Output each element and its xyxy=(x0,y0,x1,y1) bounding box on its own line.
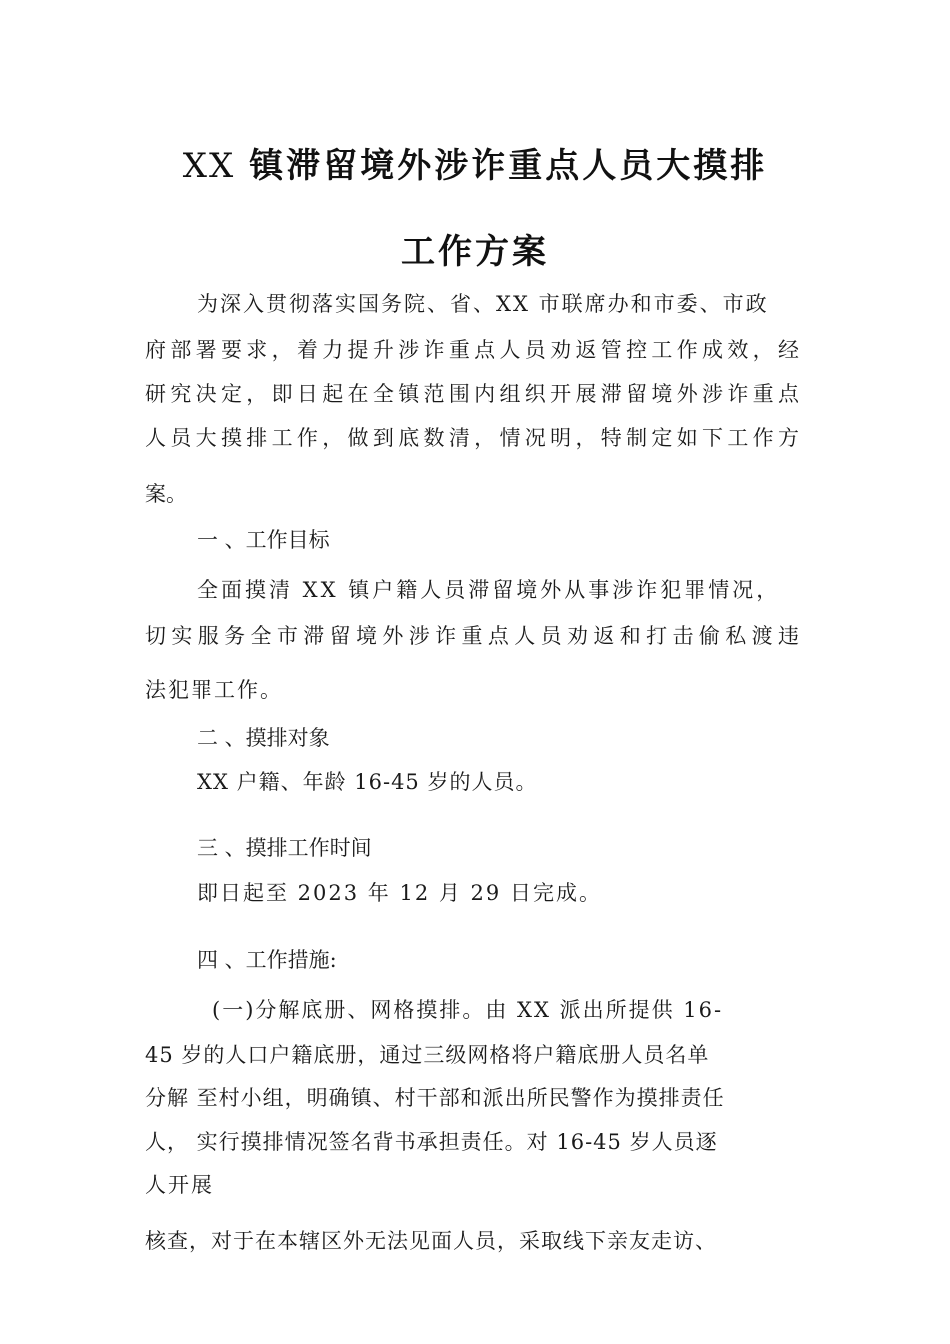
intro-line-5: 案。 xyxy=(145,482,187,506)
intro-line-2: 府部署要求，着力提升涉诈重点人员劝返管控工作成效，经 xyxy=(145,338,799,362)
section-4-heading: 四 、工作措施: xyxy=(197,948,337,972)
section-1-line-3: 法犯罪工作。 xyxy=(145,678,283,702)
intro-line-3: 研究决定，即日起在全镇范围内组织开展滞留境外涉诈重点 xyxy=(145,382,799,406)
section-1-line-1: 全面摸清 XX 镇户籍人员滞留境外从事涉诈犯罪情况， xyxy=(197,578,781,602)
intro-line-4: 人员大摸排工作，做到底数清，情况明，特制定如下工作方 xyxy=(145,426,799,450)
title-main: 镇滞留境外涉诈重点人员大摸排 xyxy=(249,146,768,186)
section-4-line-3: 分解 至村小组，明确镇、村干部和派出所民警作为摸排责任 xyxy=(145,1086,725,1110)
section-2-line-1: XX 户籍、年龄 16-45 岁的人员。 xyxy=(197,770,538,794)
document-title-line-2: 工作方案 xyxy=(401,232,549,272)
title-prefix: XX xyxy=(182,146,236,186)
section-4-line-6: 核查，对于在本辖区外无法见面人员，采取线下亲友走访、 xyxy=(145,1229,717,1253)
section-4-line-5: 人开展 xyxy=(145,1173,214,1197)
section-1-line-2: 切实服务全市滞留境外涉诈重点人员劝返和打击偷私渡违 xyxy=(145,624,799,648)
section-3-heading: 三 、摸排工作时间 xyxy=(197,836,372,860)
section-2-heading: 二 、摸排对象 xyxy=(197,726,330,750)
section-4-line-1: (一)分解底册、网格摸排。由 XX 派出所提供 16- xyxy=(212,998,724,1022)
section-1-heading: 一 、工作目标 xyxy=(197,528,330,552)
section-4-line-4: 人， 实行摸排情况签名背书承担责任。对 16-45 岁人员逐 xyxy=(145,1130,718,1154)
section-4-line-2: 45 岁的人口户籍底册，通过三级网格将户籍底册人员名单 xyxy=(145,1043,710,1067)
section-3-line-1: 即日起至 2023 年 12 月 29 日完成。 xyxy=(197,881,602,905)
intro-line-1: 为深入贯彻落实国务院、省、XX 市联席办和市委、市政 xyxy=(197,292,769,316)
document-title-line-1 xyxy=(0,138,950,187)
